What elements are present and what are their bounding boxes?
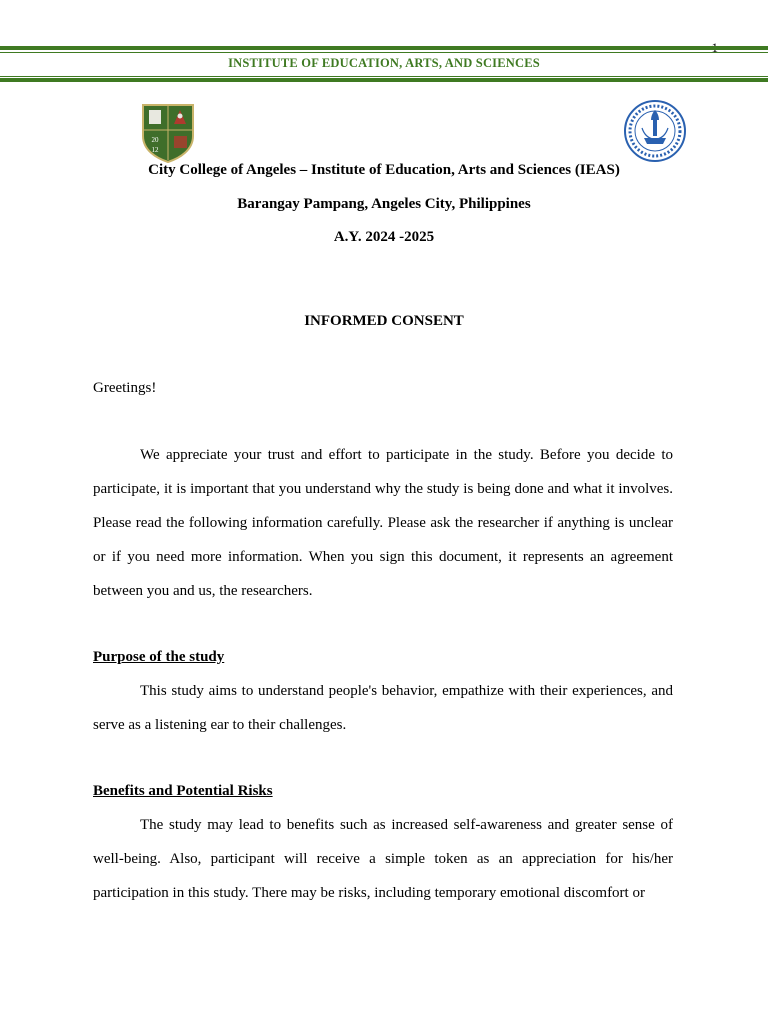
document-title: INFORMED CONSENT — [304, 313, 464, 329]
section-heading-purpose: Purpose of the study — [93, 649, 225, 665]
shield-year-top: 20 — [151, 136, 159, 144]
header-rule-bottom-thin — [0, 76, 768, 77]
section-body-benefits — [93, 808, 673, 910]
greeting: Greetings! — [93, 380, 157, 396]
letterhead-college-name: City College of Angeles – Institute of Education, Arts and Sciences (IEAS) — [148, 162, 620, 178]
header-rule-bottom — [0, 78, 768, 82]
header-rule-top-thin — [0, 52, 768, 53]
college-shield-icon — [140, 102, 196, 164]
shield-year-bottom: 12 — [151, 146, 159, 154]
section-body-purpose — [93, 674, 673, 742]
ieas-torch-seal-icon — [620, 98, 690, 164]
institute-banner-title: INSTITUTE OF EDUCATION, ARTS, AND SCIENCES — [228, 56, 540, 70]
header-rule-top — [0, 46, 768, 50]
letterhead-academic-year: A.Y. 2024 -2025 — [333, 229, 435, 245]
section-heading-benefits: Benefits and Potential Risks — [93, 783, 273, 799]
letterhead-address: Barangay Pampang, Angeles City, Philippines — [237, 196, 531, 212]
intro-paragraph-text: We appreciate your trust and effort to participate in the study. Before you decide to participate, it is important that you understand why the study is being done and what it involves. Please read the following information carefully. Please ask the researcher if anything is unclear or if you need more information. When you sign this document, it represents an agreement between you and us, the researchers. — [93, 447, 673, 599]
section-body-purpose-text: This study aims to understand people's behavior, empathize with their experiences, and serve as a listening ear to their challenges. — [93, 683, 673, 733]
intro-paragraph — [93, 438, 673, 608]
section-body-benefits-text: The study may lead to benefits such as increased self-awareness and greater sense of well-being. Also, participant will receive a simple token as an appreciation for his/her participation in this study. There may be risks, including temporary emotional discomfort or — [93, 817, 673, 901]
